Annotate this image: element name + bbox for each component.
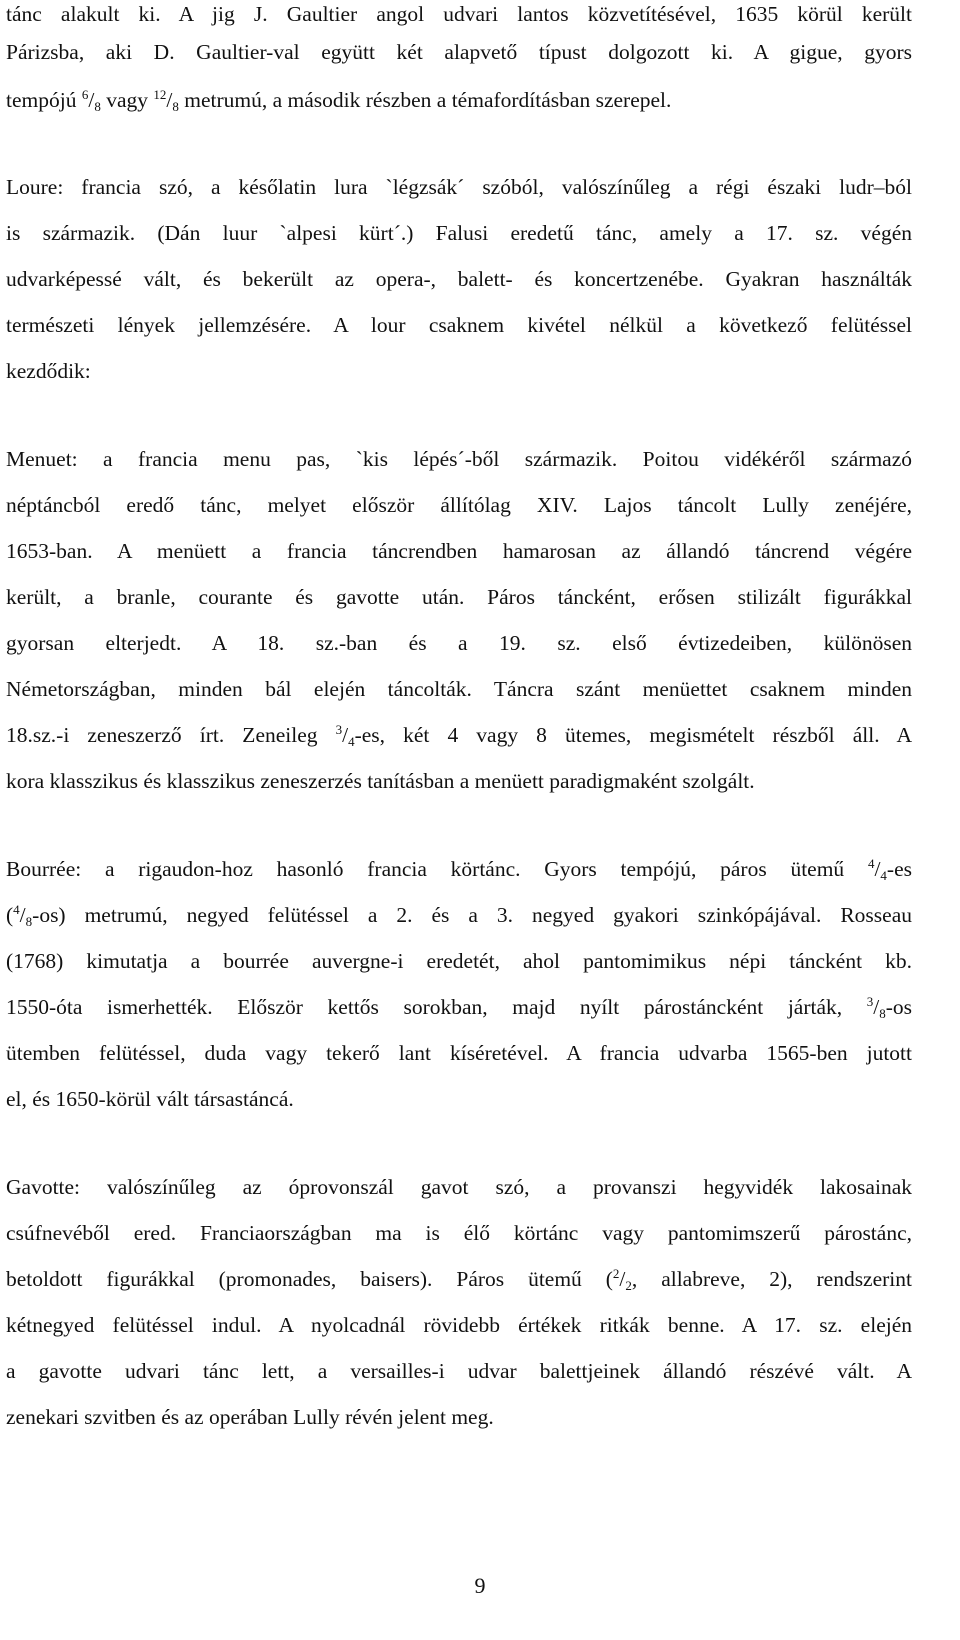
fraction-slash: / [873, 995, 880, 1019]
text-segment: ( [6, 903, 14, 927]
text-line: kezdődik: [6, 359, 91, 383]
text-line [6, 86, 912, 114]
text-segment: betoldott figurákkal (promonades, baisers). Páros ütemű ( [6, 1267, 613, 1291]
text-line: természeti lények jellemzésére. A lour csaknem kivétel nélkül a következő felütéssel [6, 313, 912, 337]
text-line: tánc alakult ki. A jig J. Gaultier angol udvari lantos közvetítésével, 1635 körül került [6, 2, 912, 26]
fraction-numerator: 12 [153, 87, 167, 102]
text-line: (1768) kimutatja a bourrée auvergne-i eredetét, ahol pantomimikus népi táncként kb. [6, 949, 912, 973]
text-segment: -os) metrumú, negyed felütéssel a 2. és a 3. negyed gyakori szinkópájával. Rosseau [32, 903, 912, 927]
fraction-slash: / [874, 857, 881, 881]
text-line: is származik. (Dán luur `alpesi kürt´.) Falusi eredetű tánc, amely a 17. sz. végén [6, 221, 912, 245]
page-number: 9 [474, 1573, 486, 1598]
text-line: néptáncból eredő tánc, melyet először állítólag XIV. Lajos táncolt Lully zenéjére, [6, 493, 912, 517]
text-segment: 18.sz.-i zeneszerző írt. Zeneileg [6, 723, 336, 747]
text-line [6, 855, 912, 883]
fraction-numerator: 6 [81, 87, 89, 102]
text-segment: -es [886, 857, 912, 881]
fraction-denominator: 8 [879, 1006, 886, 1021]
text-line [6, 721, 912, 749]
fraction-slash: / [342, 723, 349, 747]
text-line: Menuet: a francia menu pas, `kis lépés´-ből származik. Poitou vidékéről származó [6, 447, 912, 471]
text-segment: , allabreve, 2), rendszerint [631, 1267, 913, 1291]
text-line [6, 901, 912, 929]
text-line [6, 993, 912, 1021]
text-line: Loure: francia szó, a későlatin lura `légzsák´ szóból, valószínűleg a régi északi ludr–ból [6, 175, 912, 199]
text-line [6, 1265, 912, 1293]
text-line: került, a branle, courante és gavotte után. Páros táncként, erősen stilizált figurákkal [6, 585, 912, 609]
fraction-numerator: 4 [13, 902, 20, 917]
fraction-numerator: 4 [867, 856, 875, 871]
text-line: kora klasszikus és klasszikus zeneszerzés tanításban a menüett paradigmaként szolgált. [6, 769, 755, 793]
fraction-numerator: 2 [612, 1266, 620, 1281]
text-segment: -os [885, 995, 912, 1019]
fraction-slash: / [166, 88, 173, 112]
text-line: zenekari szvitben és az operában Lully révén jelent meg. [6, 1405, 494, 1429]
fraction-slash: / [619, 1267, 626, 1291]
fraction-denominator: 8 [94, 99, 101, 114]
text-line: csúfnevéből ered. Franciaországban ma is élő körtánc vagy pantomimszerű párostánc, [6, 1221, 912, 1245]
text-line: el, és 1650-körül vált társastáncá. [6, 1087, 294, 1111]
text-line: Németországban, minden bál elején táncolták. Táncra szánt menüettet csaknem minden [6, 677, 912, 701]
text-line: Párizsba, aki D. Gaultier-val együtt két alapvető típust dolgozott ki. A gigue, gyors [6, 40, 912, 64]
text-line: gyorsan elterjedt. A 18. sz.-ban és a 19. sz. első évtizedeiben, különösen [6, 631, 912, 655]
text-line: udvarképessé vált, és bekerült az opera-, balett- és koncertzenébe. Gyakran használták [6, 267, 912, 291]
text-line: kétnegyed felütéssel indul. A nyolcadnál rövidebb értékek ritkák benne. A 17. sz. elején [6, 1313, 912, 1337]
text-line: a gavotte udvari tánc lett, a versailles-i udvar balettjeinek állandó részévé vált. A [6, 1359, 912, 1383]
text-line: ütemben felütéssel, duda vagy tekerő lant kíséretével. A francia udvarba 1565-ben jutott [6, 1041, 912, 1065]
text-segment: tempójú [6, 88, 82, 112]
text-segment: -es, két 4 vagy 8 ütemes, megismételt részből áll. A [354, 723, 913, 747]
fraction-denominator: 2 [625, 1278, 632, 1293]
fraction-slash: / [19, 903, 26, 927]
text-segment: vagy [100, 88, 154, 112]
text-segment: 1550-óta ismerhették. Először kettős sorokban, majd nyílt párostáncként járták, [6, 995, 867, 1019]
fraction-denominator: 8 [25, 914, 33, 929]
text-line: 1653-ban. A menüett a francia táncrendben hamarosan az állandó táncrend végére [6, 539, 912, 563]
fraction-numerator: 3 [335, 722, 343, 737]
fraction-denominator: 8 [172, 99, 179, 114]
fraction-denominator: 4 [348, 734, 355, 749]
text-segment: metrumú, a második részben a témafordításban szerepel. [178, 88, 672, 112]
fraction-slash: / [88, 88, 95, 112]
text-segment: Bourrée: a rigaudon-hoz hasonló francia körtánc. Gyors tempójú, páros ütemű [6, 857, 868, 881]
fraction-numerator: 3 [866, 994, 874, 1009]
fraction-denominator: 4 [880, 868, 887, 883]
text-line: Gavotte: valószínűleg az óprovonszál gavot szó, a provanszi hegyvidék lakosainak [6, 1175, 912, 1199]
